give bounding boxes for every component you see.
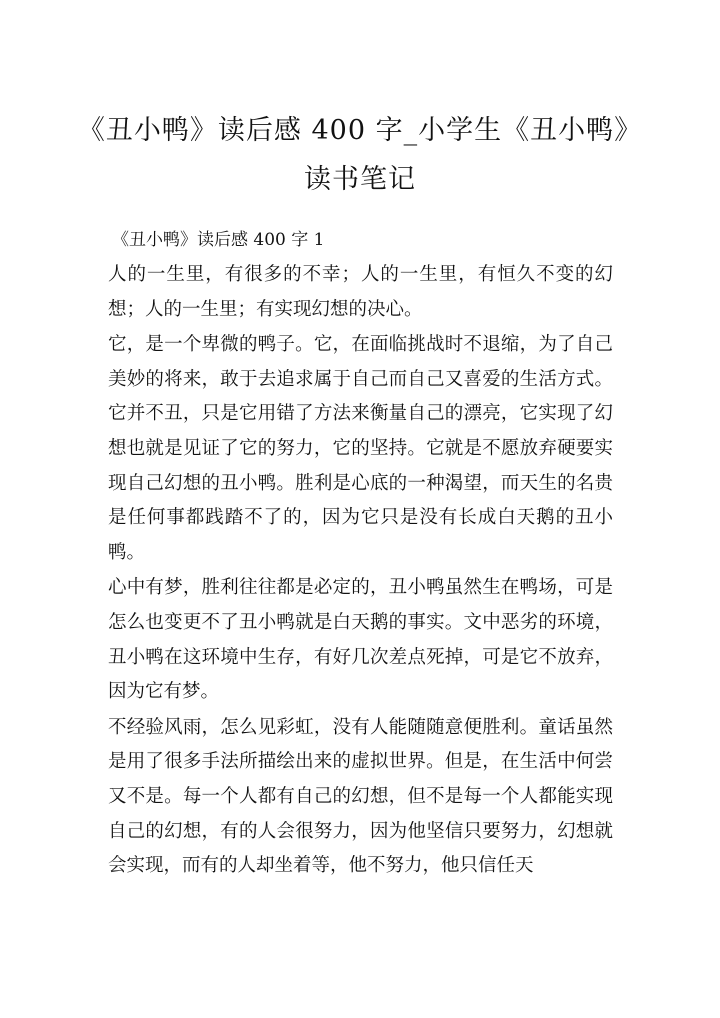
paragraph-2: 它，是一个卑微的鸭子。它，在面临挑战时不退缩，为了自己美妙的将来，敢于去追求属于自己而自己又喜爱的生活方式。它并不丑，只是它用错了方法来衡量自己的漂亮，它实现了幻想也就是见证了它的努力，它的坚持。它就是不愿放弃硬要实现自己幻想的丑小鸭。胜利是心底的一种渴望，而天生的名贵是任何事都践踏不了的，因为它只是没有长成白天鹅的丑小鸭。 [108,334,613,563]
paragraph-3: 心中有梦，胜利往往都是必定的，丑小鸭虽然生在鸭场，可是怎么也变更不了丑小鸭就是白天鹅的事实。文中恶劣的环境，丑小鸭在这环境中生存，有好几次差点死掉，可是它不放弃，因为它有梦。 [108,577,613,703]
document-body [108,258,613,884]
document-title-line-2: 读书笔记 [304,164,416,195]
section-heading: 《丑小鸭》读后感 400 字 1 [112,230,325,250]
paragraph-1: 人的一生里，有很多的不幸；人的一生里，有恒久不变的幻想；人的一生里；有实现幻想的决心。 [108,264,613,320]
document-title-line-1: 《丑小鸭》读后感 400 字_小学生《丑小鸭》 [77,115,643,146]
paragraph-4: 不经验风雨，怎么见彩虹，没有人能随随意便胜利。童话虽然是用了很多手法所描绘出来的虚拟世界。但是，在生活中何尝又不是。每一个人都有自己的幻想，但不是每一个人都能实现自己的幻想，有的人会很努力，因为他坚信只要努力，幻想就会实现，而有的人却坐着等，他不努力，他只信任天 [108,716,613,877]
